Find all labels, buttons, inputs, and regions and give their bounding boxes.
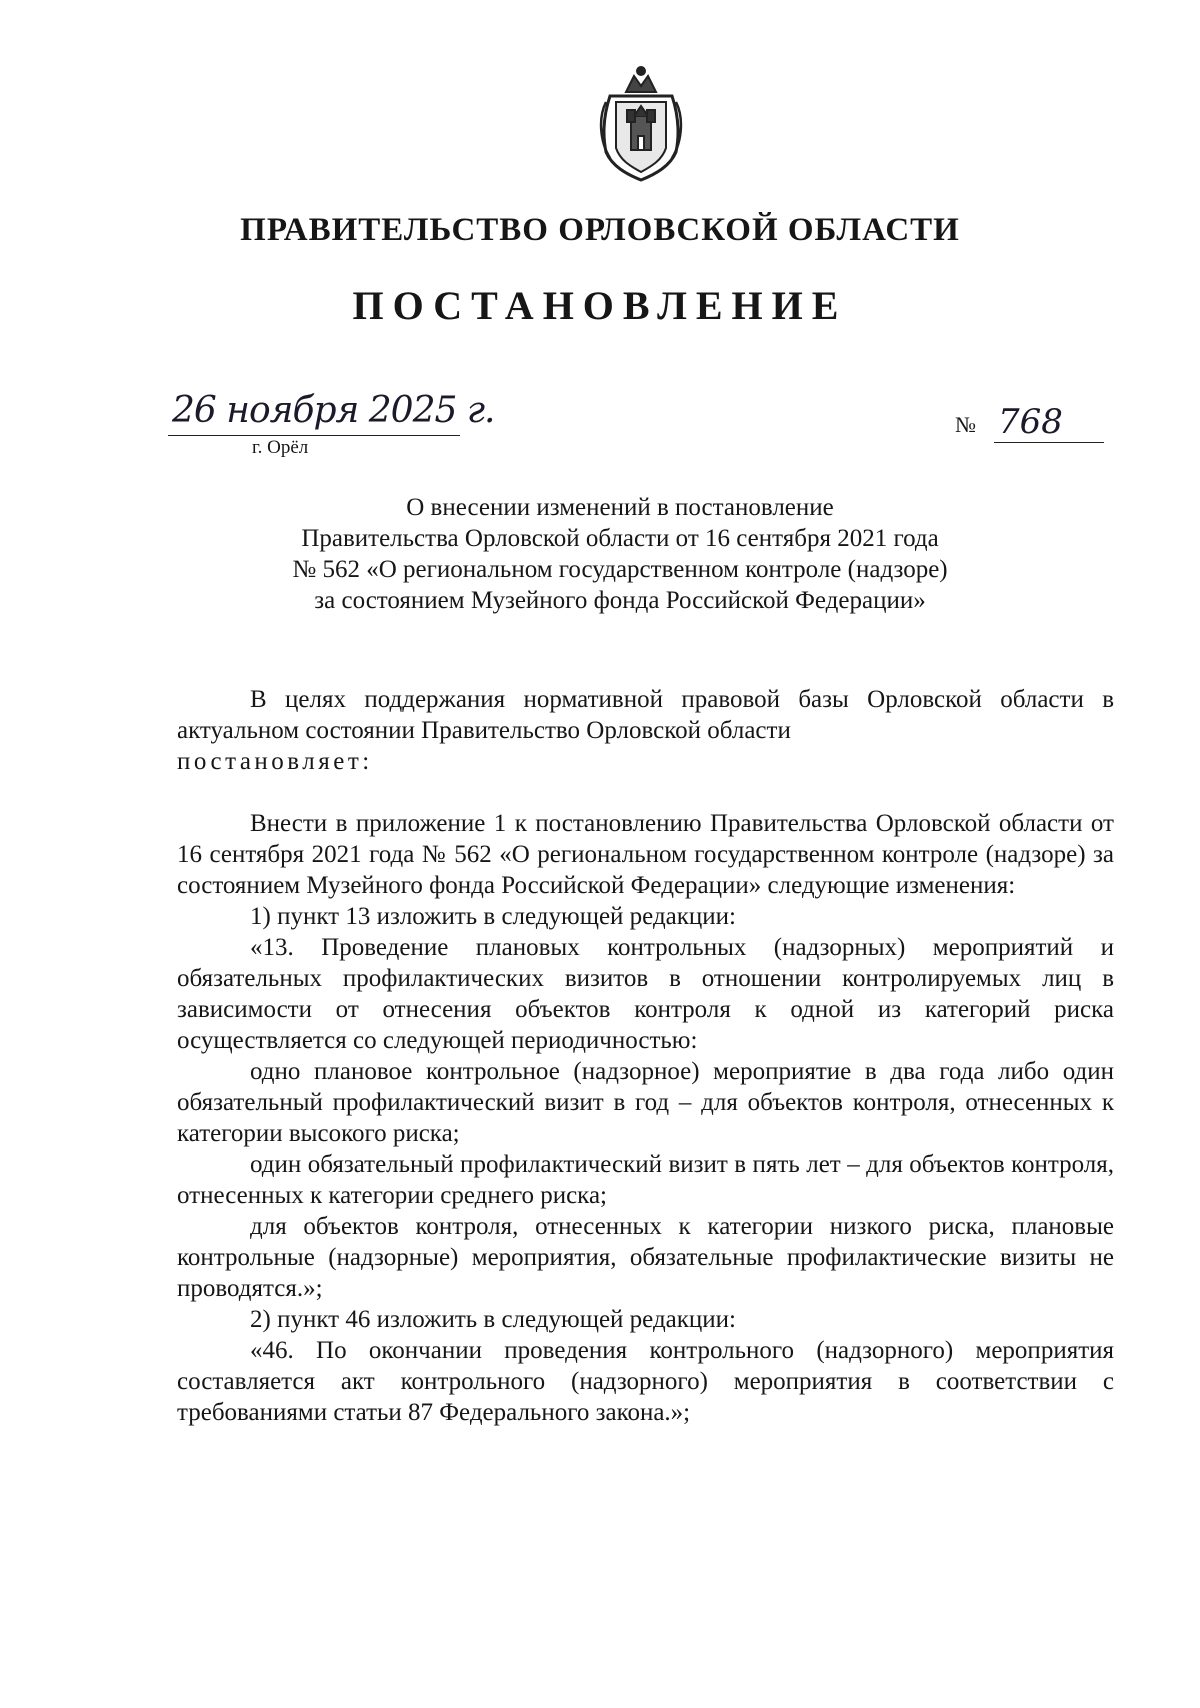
number-label: № xyxy=(955,412,976,437)
item-2-heading: 2) пункт 46 изложить в следующей редакции: xyxy=(250,1306,736,1333)
item-1-high-risk: одно плановое контрольное (надзорное) мероприятие в два года либо один обязательный профилактический визит в год – для объектов контроля, отнесенных к категории высокого риска; xyxy=(177,1058,1114,1147)
preamble-paragraph: В целях поддержания нормативной правовой базы Орловской области в актуальном состоянии Правительство Орловской области xyxy=(177,686,1114,744)
document-type: ПОСТАНОВЛЕНИЕ xyxy=(352,283,848,328)
number-underline xyxy=(994,442,1104,443)
city: г. Орёл xyxy=(252,437,309,458)
item-1-heading: 1) пункт 13 изложить в следующей редакции: xyxy=(250,903,736,930)
item-1-text: «13. Проведение плановых контрольных (надзорных) мероприятий и обязательных профилактических визитов в отношении контролируемых лиц в зависимости от отнесения объектов контроля к одной из категорий риска осуществляется со следующей периодичностью: xyxy=(177,934,1114,1054)
subject-line: Правительства Орловской области от 16 сентября 2021 года xyxy=(301,525,939,552)
subject-line: за состоянием Музейного фонда Российской Федерации» xyxy=(314,587,926,614)
item-1-medium-risk: один обязательный профилактический визит в пять лет – для объектов контроля, отнесенных к категории среднего риска; xyxy=(177,1151,1114,1209)
item-2-text: «46. По окончании проведения контрольного (надзорного) мероприятия составляется акт контрольного (надзорного) мероприятия в соответствии с требованиями статьи 87 Федерального закона.»; xyxy=(177,1337,1114,1426)
coat-of-arms-icon xyxy=(598,62,684,184)
organization-name: ПРАВИТЕЛЬСТВО ОРЛОВСКОЙ ОБЛАСТИ xyxy=(240,212,960,248)
intro-paragraph: Внести в приложение 1 к постановлению Правительства Орловской области от 16 сентября 2021 года № 562 «О региональном государственном контроле (надзоре) за состоянием Музейного фонда Российской Федерации» следующие изменения: xyxy=(177,810,1114,899)
decree-verb: постановляет: xyxy=(177,748,373,775)
handwritten-number: 768 xyxy=(998,402,1063,442)
handwritten-date: 26 ноября 2025 г. xyxy=(172,390,495,431)
document-body xyxy=(177,684,1114,1428)
item-1-low-risk: для объектов контроля, отнесенных к категории низкого риска, плановые контрольные (надзорные) мероприятия, обязательные профилактические визиты не проводятся.»; xyxy=(177,1213,1114,1302)
document-subject xyxy=(160,492,1080,616)
subject-line: № 562 «О региональном государственном контроле (надзоре) xyxy=(292,556,948,583)
date-underline xyxy=(168,435,460,436)
subject-line: О внесении изменений в постановление xyxy=(406,494,834,521)
